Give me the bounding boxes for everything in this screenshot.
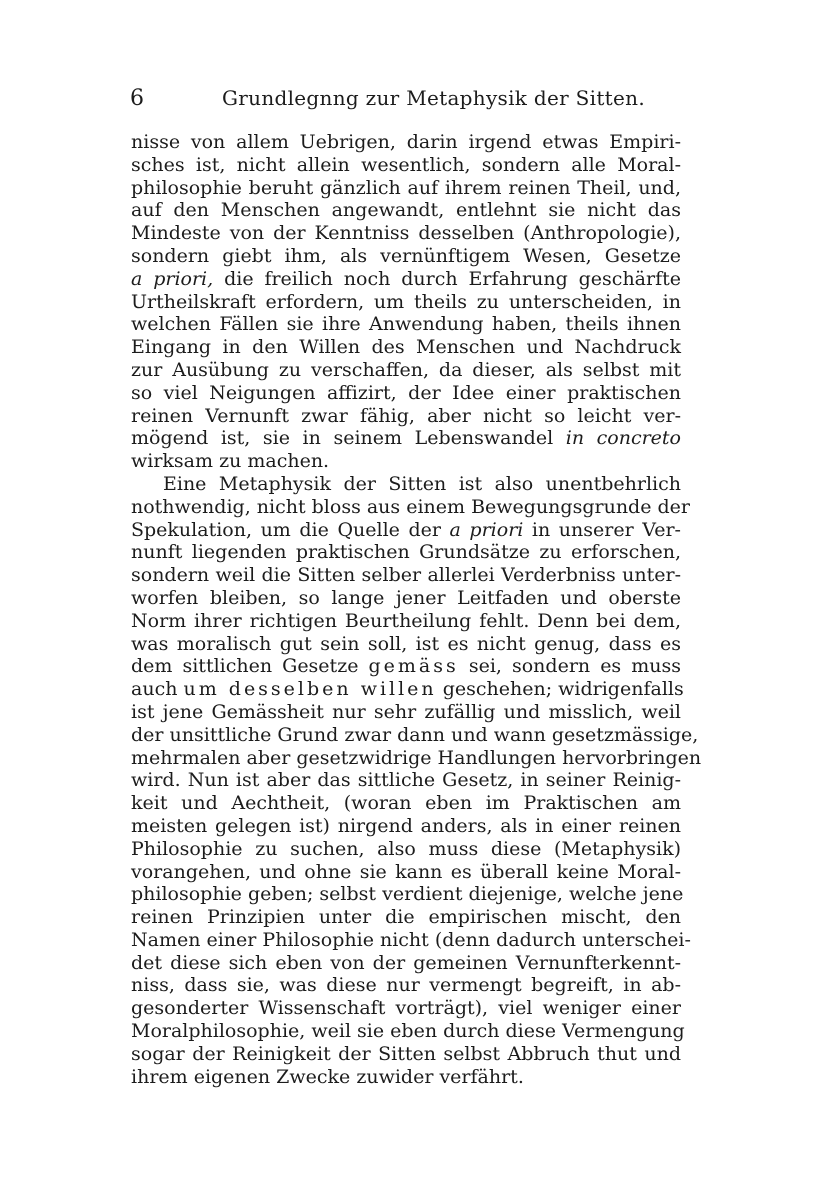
text-line — [131, 427, 681, 450]
text-line: Moralphilosophie, weil sie eben durch diese Vermengung — [131, 1020, 685, 1043]
text-line: nothwendig, nicht bloss aus einem Bewegungsgrunde der — [131, 495, 690, 518]
body-text — [131, 131, 702, 1088]
line-text: geschehen; widrigenfalls — [436, 678, 684, 701]
text-line: Namen einer Philosophie nicht (denn dadurch unterschei- — [131, 928, 691, 951]
text-line: der unsittliche Grund zwar dann und wann gesetzmässige, — [131, 723, 699, 746]
text-line: nisse von allem Uebrigen, darin irgend etwas Empiri- — [131, 131, 681, 153]
text-line: sondern giebt ihm, als vernünftigem Wesen, Gesetze — [131, 244, 681, 267]
text-line: sches ist, nicht allein wesentlich, sondern alle Moral- — [131, 153, 681, 176]
text-line: Eingang in den Willen des Menschen und Nachdruck — [131, 336, 681, 359]
text-line: worfen bleiben, so lange jener Leitfaden und oberste — [131, 586, 681, 609]
line-text: mögend ist, sie in seinem Lebenswandel — [131, 427, 566, 450]
line-text: sei, sondern es muss — [458, 655, 681, 678]
text-line: so viel Neigungen affizirt, der Idee einer praktischen — [131, 381, 681, 404]
text-line: philosophie beruht gänzlich auf ihrem reinen Theil, und, — [131, 176, 681, 199]
text-line: mehrmalen aber gesetzwidrige Handlungen hervorbringen — [131, 746, 702, 769]
text-line — [131, 268, 681, 291]
text-line: sogar der Reinigkeit der Sitten selbst Abbruch thut und — [131, 1042, 681, 1065]
text-line: philosophie geben; selbst verdient diejenige, welche jene — [131, 883, 684, 906]
text-line — [131, 678, 684, 701]
emphasis-spaced: gemäss — [368, 655, 459, 678]
text-line: sondern weil die Sitten selber allerlei Verderbniss unter- — [131, 564, 681, 587]
text-line — [131, 519, 681, 542]
text-line: meisten gelegen ist) nirgend anders, als in einer reinen — [131, 814, 681, 837]
text-line: Norm ihrer richtigen Beurtheilung fehlt. Denn bei dem, — [131, 609, 681, 632]
line-text: in unserer Ver- — [523, 518, 681, 541]
text-line: Urtheilskraft erfordern, um theils zu unterscheiden, in — [131, 290, 681, 313]
text-line: gesonderter Wissenschaft vorträgt), viel weniger einer — [131, 997, 681, 1020]
line-text: dem sittlichen Gesetze — [131, 655, 369, 678]
line-text: auch — [131, 678, 184, 701]
line-text: die freilich noch durch Erfahrung geschärfte — [213, 267, 682, 290]
text-line: auf den Menschen angewandt, entlehnt sie nicht das — [131, 199, 681, 222]
text-line: nunft liegenden praktischen Grundsätze zu erforschen, — [131, 541, 681, 564]
line-text: Spekulation, um die Quelle der — [131, 518, 450, 541]
text-line: welchen Fällen sie ihre Anwendung haben, theils ihnen — [131, 313, 681, 336]
italic-term: a priori, — [131, 267, 214, 290]
text-line: Philosophie zu suchen, also muss diese (Metaphysik) — [131, 837, 681, 860]
text-line: zur Ausübung zu verschaffen, da dieser, als selbst mit — [131, 358, 681, 381]
text-line: reinen Prinzipien unter die empirischen mischt, den — [131, 906, 681, 929]
running-header — [130, 82, 680, 112]
text-line — [131, 655, 681, 678]
text-line: Mindeste von der Kenntniss desselben (Anthropologie), — [131, 222, 681, 245]
emphasis-spaced: um desselben willen — [183, 678, 437, 701]
text-line: was moralisch gut sein soll, ist es nicht genug, dass es — [131, 632, 681, 655]
text-line: Eine Metaphysik der Sitten ist also unentbehrlich — [163, 472, 681, 495]
text-line: wirksam zu machen. — [131, 450, 330, 473]
italic-term: a priori — [449, 518, 524, 541]
text-line: ihrem eigenen Zwecke zuwider verfährt. — [131, 1065, 524, 1088]
text-line: vorangehen, und ohne sie kann es überall keine Moral- — [131, 860, 681, 883]
text-line: wird. Nun ist aber das sittliche Gesetz, in seiner Reinig- — [131, 769, 681, 792]
text-line: det diese sich eben von der gemeinen Vernunfterkennt- — [131, 951, 681, 974]
italic-term: in concreto — [565, 427, 681, 450]
running-title: Grundlegnng zur Metaphysik der Sitten. — [222, 86, 645, 110]
text-line: ist jene Gemässheit nur sehr zufällig und misslich, weil — [131, 700, 681, 723]
text-line: keit und Aechtheit, (woran eben im Praktischen am — [131, 792, 681, 815]
text-line: reinen Vernunft zwar fähig, aber nicht so leicht ver- — [131, 404, 681, 427]
text-line: niss, dass sie, was diese nur vermengt begreift, in ab- — [131, 974, 681, 997]
page-number: 6 — [130, 86, 145, 111]
